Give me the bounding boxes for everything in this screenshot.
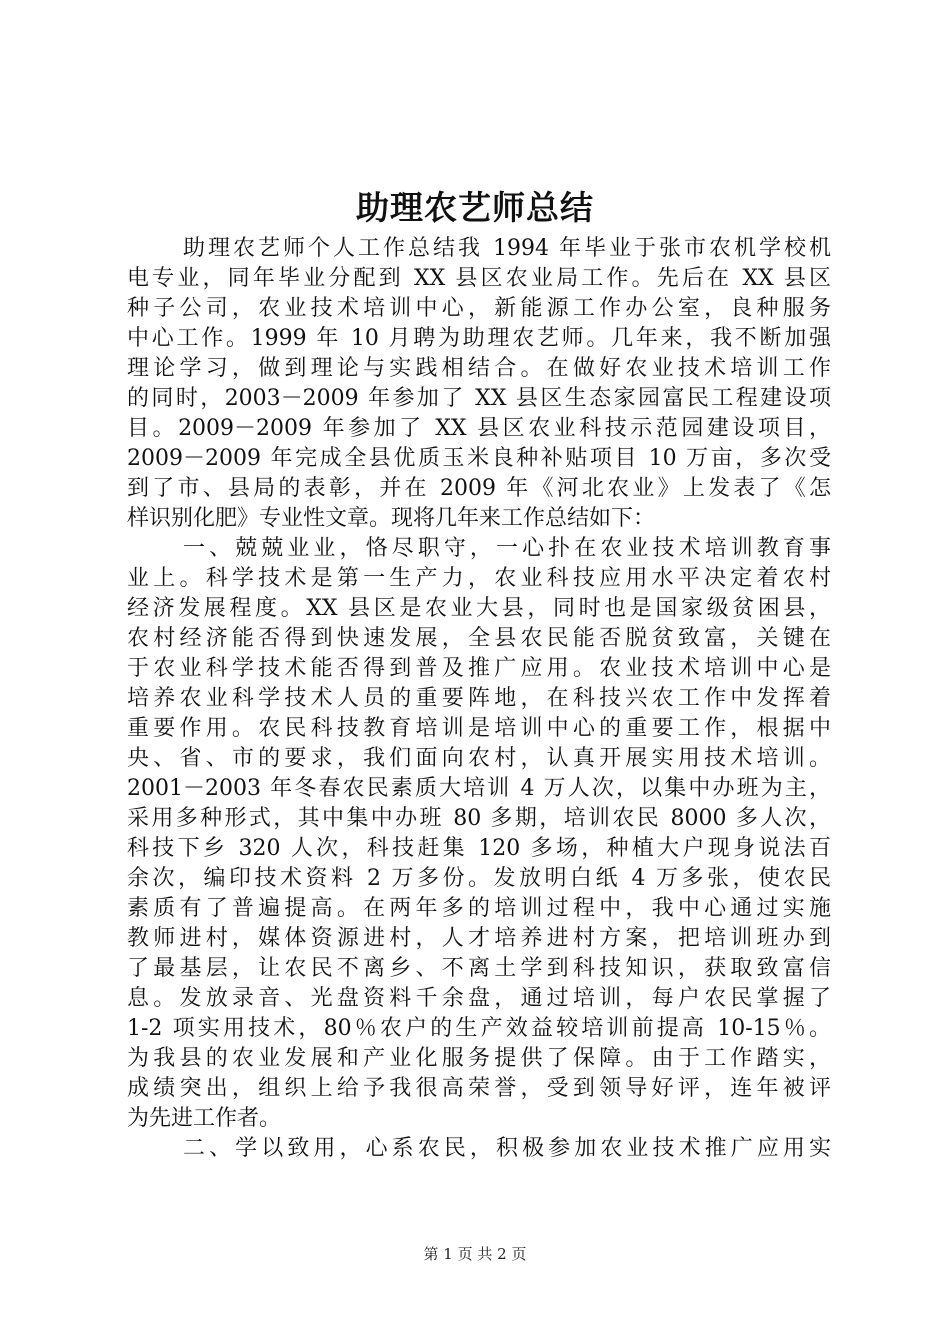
- text-line: 2001－2003 年冬春农民素质大培训 4 万人次，以集中办班为主，: [127, 776, 831, 801]
- text-line: 培养农业科学技术人员的重要阵地，在科技兴农工作中发挥着: [127, 686, 831, 711]
- text-line: 农村经济能否得到快速发展，全县农民能否脱贫致富，关键在: [127, 626, 831, 651]
- text-line: 教师进村，媒体资源进村，人才培养进村方案，把培训班办到: [127, 926, 831, 951]
- text-line: 理论学习，做到理论与实践相结合。在做好农业技术培训工作: [127, 356, 831, 381]
- text-line: 采用多种形式，其中集中办班 80 多期，培训农民 8000 多人次，: [127, 806, 831, 831]
- text-line: 一、兢兢业业，恪尽职守，一心扑在农业技术培训教育事: [183, 536, 831, 561]
- text-line: 1-2 项实用技术，80％农户的生产效益较培训前提高 10-15％。: [127, 1016, 831, 1041]
- text-line: 了最基层，让农民不离乡、不离土学到科技知识，获取致富信: [127, 956, 831, 981]
- document-title: 助理农艺师总结: [356, 188, 594, 227]
- text-line: 二、学以致用，心系农民，积极参加农业技术推广应用实: [183, 1136, 831, 1161]
- text-line: 种子公司，农业技术培训中心，新能源工作办公室，良种服务: [127, 296, 831, 321]
- text-line: 目。2009－2009 年参加了 XX 县区农业科技示范园建设项目，: [127, 416, 831, 441]
- text-line: 业上。科学技术是第一生产力，农业科技应用水平决定着农村: [127, 566, 831, 591]
- text-line: 余次，编印技术资料 2 万多份。发放明白纸 4 万多张，使农民: [127, 866, 831, 891]
- text-line: 为先进工作者。: [127, 1106, 282, 1131]
- text-line: 的同时，2003－2009 年参加了 XX 县区生态家园富民工程建设项: [127, 386, 831, 411]
- text-line: 中心工作。1999 年 10 月聘为助理农艺师。几年来，我不断加强: [127, 326, 831, 351]
- text-line: 科技下乡 320 人次，科技赶集 120 多场，种植大户现身说法百: [127, 836, 831, 861]
- text-line: 样识别化肥》专业性文章。现将几年来工作总结如下：: [127, 506, 656, 531]
- document-body: [127, 234, 831, 1164]
- text-line: 于农业科学技术能否得到普及推广应用。农业技术培训中心是: [127, 656, 831, 681]
- text-line: 重要作用。农民科技教育培训是培训中心的重要工作，根据中: [127, 716, 831, 741]
- text-line: 央、省、市的要求，我们面向农村，认真开展实用技术培训。: [127, 746, 831, 771]
- text-line: 经济发展程度。XX 县区是农业大县，同时也是国家级贫困县，: [127, 596, 831, 621]
- text-line: 助理农艺师个人工作总结我 1994 年毕业于张市农机学校机: [183, 236, 831, 261]
- text-line: 电专业，同年毕业分配到 XX 县区农业局工作。先后在 XX 县区: [127, 266, 831, 291]
- text-line: 息。发放录音、光盘资料千余盘，通过培训，每户农民掌握了: [127, 986, 831, 1011]
- text-line: 成绩突出，组织上给予我很高荣誉，受到领导好评，连年被评: [127, 1076, 831, 1101]
- text-line: 2009－2009 年完成全县优质玉米良种补贴项目 10 万亩，多次受: [127, 446, 831, 471]
- text-line: 到了市、县局的表彰，并在 2009 年《河北农业》上发表了《怎: [127, 476, 831, 501]
- text-line: 素质有了普遍提高。在两年多的培训过程中，我中心通过实施: [127, 896, 831, 921]
- text-line: 为我县的农业发展和产业化服务提供了保障。由于工作踏实，: [127, 1046, 831, 1071]
- page-footer: 第 1 页 共 2 页: [423, 1245, 527, 1263]
